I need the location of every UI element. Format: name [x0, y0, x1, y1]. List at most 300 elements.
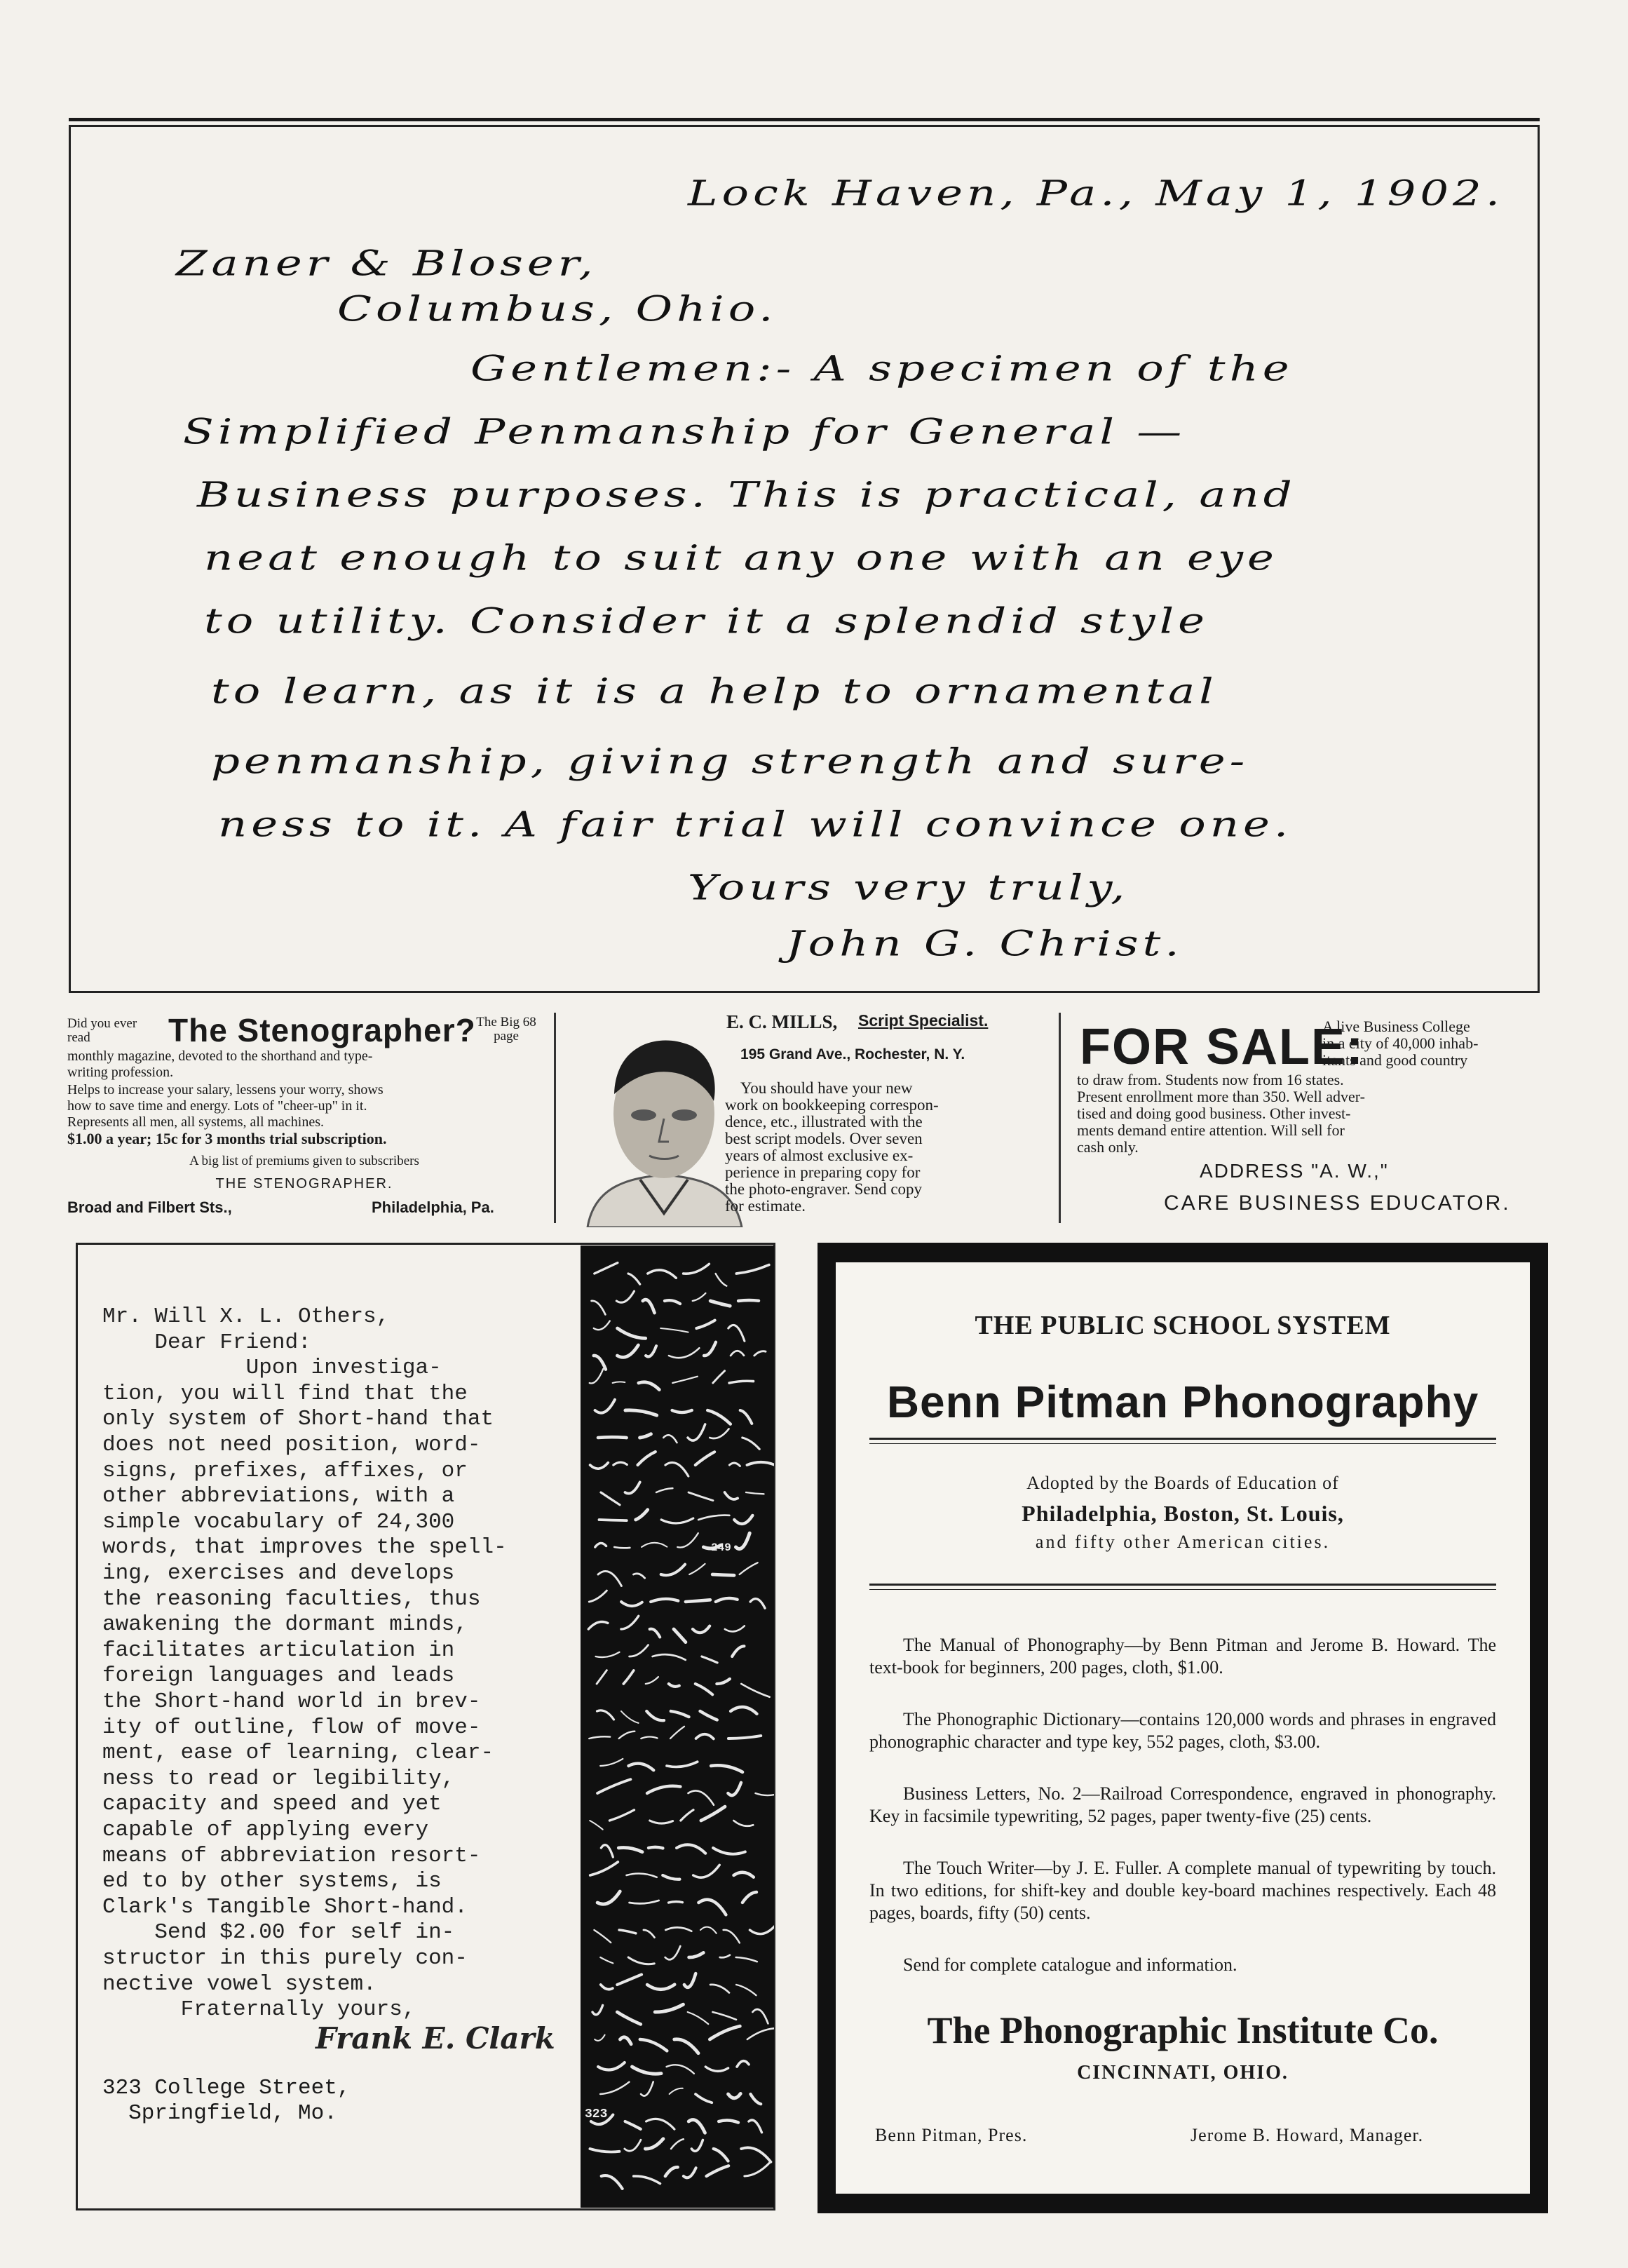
shorthand-stroke [674, 2039, 698, 2053]
clark-letter-line: Upon investiga- [102, 1356, 442, 1381]
clark-letter-line: ness to read or legibility, [102, 1766, 455, 1791]
shorthand-stroke [628, 1274, 640, 1284]
shorthand-stroke [704, 1342, 716, 1356]
shorthand-stroke [674, 1629, 686, 1642]
shorthand-stroke [629, 1764, 654, 1771]
shorthand-stroke [621, 1711, 639, 1723]
letter-address-city: Columbus, Ohio. [337, 289, 778, 330]
shorthand-stroke [669, 1348, 700, 1358]
clark-letter-line: Fraternally yours, [102, 1997, 416, 2023]
shorthand-stroke [627, 1873, 657, 1877]
clark-letter-line: capacity and speed and yet [102, 1792, 442, 1817]
letter-addressee: Zaner & Bloser, [176, 243, 597, 284]
for-sale-side-line: in a city of 40,000 inhab- [1322, 1034, 1479, 1052]
shorthand-stroke [728, 1325, 745, 1341]
letter-line: to utility. Consider it a splendid style [204, 601, 1209, 642]
pitman-rule [869, 1589, 1496, 1590]
shorthand-stroke [731, 1707, 757, 1714]
shorthand-stroke [595, 1400, 615, 1413]
clark-letter-line: ed to by other systems, is [102, 1869, 442, 1894]
stenographer-ad [67, 1011, 541, 1222]
shorthand-stroke [725, 1492, 738, 1499]
shorthand-stroke [634, 1574, 645, 1578]
shorthand-stroke [618, 1328, 646, 1338]
shorthand-stroke [693, 1293, 706, 1301]
shorthand-stroke [598, 1437, 627, 1438]
shorthand-stroke [719, 2120, 738, 2122]
shorthand-stroke [691, 2140, 703, 2152]
shorthand-stroke [746, 1492, 764, 1494]
pitman-institute: The Phonographic Institute Co. [927, 2009, 1439, 2051]
for-sale-care: CARE BUSINESS EDUCATOR. [1164, 1192, 1511, 1215]
clark-letter-line: ity of outline, flow of move- [102, 1715, 481, 1740]
shorthand-stroke [600, 1957, 613, 1963]
shorthand-stroke [594, 1356, 606, 1370]
shorthand-stroke [630, 1901, 659, 1903]
shorthand-stroke [643, 1300, 655, 1313]
shorthand-stroke [720, 1955, 730, 1958]
shorthand-stroke [693, 1626, 710, 1633]
shorthand-stroke [596, 1652, 620, 1657]
letter-line: to learn, as it is a help to ornamental [211, 671, 1218, 712]
shorthand-stroke [672, 1410, 692, 1412]
shorthand-stroke [725, 1626, 745, 1631]
shorthand-stroke [665, 1927, 691, 1931]
shorthand-stroke [755, 1793, 774, 1795]
shorthand-stroke [671, 2139, 684, 2149]
pitman-adopted: Adopted by the Boards of Education of [1026, 1473, 1339, 1493]
for-sale-line: ments demand entire attention. Will sell for [1077, 1121, 1345, 1139]
handwritten-letter-box [69, 125, 1540, 993]
clark-letter-line: the reasoning faculties, thus [102, 1586, 481, 1612]
shorthand-stroke [729, 1381, 753, 1383]
shorthand-stroke [595, 2035, 604, 2041]
shorthand-stroke [623, 1670, 634, 1684]
shorthand-stroke [590, 1369, 604, 1383]
shorthand-stroke [647, 1985, 674, 1990]
pitman-business-letters: Business Letters, No. 2—Railroad Correspondence, engraved in phonography. Key in facsimile typewriting, 52 pages, paper twenty-five (25) cents. [869, 1783, 1496, 1826]
shorthand-stroke [696, 2094, 712, 2102]
for-sale-line: tised and doing good business. Other invest- [1077, 1105, 1351, 1122]
shorthand-stroke [646, 1711, 664, 1720]
shorthand-stroke [646, 2119, 674, 2129]
shorthand-sample-strip [581, 1246, 774, 2208]
clark-letter-line: other abbreviations, with a [102, 1484, 455, 1509]
steno-line: Helps to increase your salary, lessens your worry, shows [67, 1082, 384, 1098]
shorthand-stroke [665, 1300, 680, 1304]
shorthand-stroke [716, 1598, 738, 1602]
shorthand-stroke [597, 1670, 606, 1684]
shorthand-stroke [651, 1599, 678, 1602]
shorthand-stroke [713, 1371, 725, 1383]
shorthand-stroke [661, 1565, 685, 1575]
shorthand-stroke [689, 1564, 705, 1574]
shorthand-stroke [710, 1429, 728, 1438]
shorthand-stroke [742, 1892, 757, 1903]
pitman-city: CINCINNATI, OHIO. [1077, 2062, 1289, 2084]
shorthand-stroke [665, 2167, 678, 2176]
shorthand-stroke [597, 1710, 614, 1720]
shorthand-stroke [621, 1616, 639, 1629]
mills-line: years of almost exclusive ex- [725, 1147, 914, 1164]
shorthand-stroke [644, 1930, 655, 1938]
shorthand-stroke [714, 2149, 728, 2161]
shorthand-stroke [696, 1452, 714, 1465]
clark-letter-line: ing, exercises and develops [102, 1561, 455, 1586]
clark-letter-line: nective vowel system. [102, 1971, 377, 1997]
for-sale-line: cash only. [1077, 1138, 1139, 1156]
steno-did-you-read: Did you ever read [67, 1016, 137, 1045]
mills-line: perience in preparing copy for [725, 1163, 921, 1181]
mills-line: dence, etc., illustrated with the [725, 1113, 923, 1130]
steno-line: monthly magazine, devoted to the shorthand and type- [67, 1048, 373, 1064]
clark-letter-line: words, that improves the spell- [102, 1535, 507, 1560]
shorthand-stroke [737, 2061, 749, 2067]
shorthand-stroke [602, 2175, 623, 2189]
shorthand-stroke [660, 1328, 688, 1332]
shorthand-stroke [634, 2176, 660, 2184]
letter-line: neat enough to suit any one with an eye [204, 538, 1278, 579]
shorthand-stroke [667, 2065, 694, 2073]
shorthand-stroke [663, 1435, 677, 1443]
shorthand-stroke [677, 1844, 705, 1853]
shorthand-stroke [696, 1684, 712, 1694]
clark-letter-line: foreign languages and leads [102, 1663, 455, 1689]
shorthand-stroke [717, 1679, 730, 1684]
shorthand-stroke [663, 1875, 679, 1879]
letter-dateline: Lock Haven, Pa., May 1, 1902. [688, 173, 1505, 214]
shorthand-stroke [688, 1424, 705, 1440]
shorthand-stroke [590, 1463, 609, 1469]
shorthand-stroke [686, 1600, 710, 1602]
clark-letter-line: only system of Short-hand that [102, 1407, 494, 1432]
shorthand-stroke [592, 2005, 603, 2014]
mills-line: the photo-engraver. Send copy [725, 1180, 923, 1198]
clark-address-street: 323 College Street, [102, 2076, 351, 2100]
steno-price: $1.00 a year; 15c for 3 months trial subscription. [67, 1130, 387, 1147]
shorthand-stroke [618, 1848, 642, 1852]
pitman-cities: Philadelphia, Boston, St. Louis, [1022, 1501, 1344, 1526]
clark-letter-line: capable of applying every [102, 1818, 429, 1842]
steno-city: Philadelphia, Pa. [372, 1199, 494, 1216]
for-sale-side-line: A live Business College [1322, 1018, 1470, 1035]
pitman-others: and fifty other American cities. [1035, 1532, 1331, 1552]
pitman-kicker: THE PUBLIC SCHOOL SYSTEM [975, 1311, 1391, 1340]
shorthand-stroke [710, 1301, 730, 1306]
shorthand-stroke [595, 1263, 618, 1274]
shorthand-stroke [707, 2166, 729, 2176]
shorthand-stroke [600, 1759, 623, 1766]
letter-line: ness to it. A fair trial will convince one. [218, 804, 1293, 845]
shorthand-stroke [625, 2140, 641, 2151]
shorthand-stroke [749, 2120, 762, 2133]
shorthand-stroke [700, 1711, 717, 1720]
shorthand-stroke [733, 1821, 753, 1826]
letter-closing: Yours very truly, [688, 868, 1130, 908]
shorthand-stroke [597, 1779, 630, 1793]
shorthand-stroke [646, 1346, 656, 1356]
shorthand-stroke [728, 1736, 761, 1739]
shorthand-stroke [736, 1957, 757, 1962]
shorthand-stroke [672, 1377, 698, 1383]
shorthand-stroke [630, 1645, 649, 1656]
for-sale-side-line: itants and good country [1322, 1051, 1468, 1069]
shorthand-stroke [734, 1516, 752, 1524]
shorthand-stroke [592, 1301, 606, 1315]
clark-letter-line: tion, you will find that the [102, 1381, 468, 1406]
shorthand-stroke [713, 1848, 745, 1854]
shorthand-stroke [688, 2012, 709, 2024]
shorthand-stroke [650, 1821, 673, 1823]
letter-line: Simplified Penmanship for General — [183, 412, 1186, 452]
mills-line: best script models. Over seven [725, 1130, 923, 1147]
clark-letter-line: facilitates articulation in [102, 1638, 455, 1663]
shorthand-stroke [613, 1382, 625, 1383]
shorthand-stroke [590, 1862, 618, 1875]
shorthand-stroke [669, 1902, 683, 1903]
shorthand-stroke [590, 1821, 603, 1830]
steno-title: The Stenographer? [168, 1012, 476, 1048]
shorthand-stroke [750, 1599, 765, 1608]
mills-line: work on bookkeeping correspon- [725, 1096, 939, 1114]
shorthand-stroke [649, 1847, 663, 1849]
clark-letter-line: Clark's Tangible Short-hand. [102, 1894, 468, 1919]
steno-publisher: THE STENOGRAPHER. [215, 1176, 393, 1192]
shorthand-stroke [751, 2094, 761, 2104]
shorthand-stroke [702, 1656, 717, 1663]
for-sale-line: Present enrollment more than 350. Well adver- [1077, 1088, 1365, 1105]
shorthand-stroke [745, 2162, 771, 2176]
shorthand-stroke [619, 1732, 635, 1739]
shorthand-stroke [710, 1985, 729, 1993]
shorthand-stroke [589, 1736, 610, 1739]
shorthand-stroke [601, 1845, 613, 1857]
shorthand-stroke [736, 1533, 750, 1548]
pitman-manager: Jerome B. Howard, Manager. [1191, 2125, 1424, 2145]
steno-premiums: A big list of premiums given to subscribers [189, 1154, 419, 1168]
pitman-ad [836, 1262, 1530, 2194]
shorthand-stroke [688, 1790, 714, 1804]
shorthand-stroke [752, 2009, 768, 2023]
shorthand-stroke [736, 1265, 769, 1274]
clark-letter-line: awakening the dormant minds, [102, 1612, 468, 1638]
steno-line: Represents all men, all systems, all machines. [67, 1114, 325, 1130]
shorthand-stroke [712, 1574, 734, 1575]
shorthand-stroke [661, 1518, 693, 1523]
shorthand-stroke [712, 2012, 736, 2020]
mills-name: E. C. MILLS, [726, 1011, 838, 1032]
clark-letter-line: structor in this purely con- [102, 1946, 468, 1971]
letter-line: penmanship, giving strength and sure- [211, 741, 1249, 782]
shorthand-stroke [646, 1677, 658, 1684]
pitman-rule [869, 1438, 1496, 1440]
shorthand-stroke [747, 1462, 775, 1465]
mills-specialty: Script Specialist. [858, 1011, 989, 1030]
shorthand-stroke [705, 2067, 728, 2071]
shorthand-stroke [621, 1602, 642, 1606]
shorthand-stroke [642, 1543, 667, 1547]
shorthand-stroke [655, 2004, 683, 2012]
shorthand-stroke [740, 1562, 758, 1574]
clark-letter-line: does not need position, word- [102, 1433, 481, 1457]
shorthand-stroke [698, 1516, 729, 1520]
shorthand-stroke [600, 2082, 629, 2094]
letter-line: Gentlemen:- A specimen of the [470, 349, 1294, 389]
for-sale-ad [1077, 1011, 1551, 1229]
pitman-touch-writer: The Touch Writer—by J. E. Fuller. A complete manual of typewriting by touch. In two editions, for shift-key and double key-board machines respectively. Each 48 pages, boards, fifty (50) cents. [869, 1858, 1496, 1923]
clark-address-city: Springfield, Mo. [102, 2101, 337, 2126]
clark-letter-line: the Short-hand world in brev- [102, 1689, 481, 1714]
mills-address: 195 Grand Ave., Rochester, N. Y. [740, 1046, 965, 1062]
clark-signature: Frank E. Clark [316, 2021, 555, 2056]
shorthand-stroke [594, 1930, 611, 1943]
shorthand-stroke [601, 1492, 620, 1505]
shorthand-stroke [636, 1510, 648, 1520]
clark-letter-line: ment, ease of learning, clear- [102, 1741, 494, 1766]
shorthand-stroke [625, 1482, 640, 1493]
pitman-title: Benn Pitman Phonography [886, 1377, 1479, 1427]
shorthand-stroke [710, 2026, 740, 2039]
shorthand-stroke [749, 1924, 774, 1934]
shorthand-stroke [754, 1351, 766, 1356]
steno-street: Broad and Filbert Sts., [67, 1199, 232, 1216]
shorthand-stroke [670, 2088, 683, 2094]
clark-letter-line: Dear Friend: [102, 1330, 311, 1355]
shorthand-stroke [742, 1438, 759, 1449]
shorthand-stroke [590, 2149, 619, 2152]
top-rule [69, 118, 1540, 121]
shorthand-stroke [698, 1900, 726, 1915]
shorthand-stroke [640, 1434, 651, 1438]
shorthand-stroke [670, 1727, 684, 1739]
shorthand-stroke [616, 1291, 634, 1302]
for-sale-line: to draw from. Students now from 16 states. [1077, 1071, 1344, 1088]
shorthand-stroke [701, 1807, 725, 1821]
pitman-rule [869, 1584, 1496, 1586]
mills-ad [725, 1011, 1045, 1229]
shorthand-stroke [620, 2037, 632, 2044]
shorthand-stroke [617, 1975, 642, 1985]
shorthand-stroke [681, 1810, 693, 1821]
shorthand-stroke [598, 1571, 621, 1586]
shorthand-stroke [653, 1654, 686, 1660]
pitman-manual: The Manual of Phonography—by Benn Pitman and Jerome B. Howard. The text-book for beginners, 200 pages, cloth, $1.00. [869, 1635, 1496, 1678]
shorthand-stroke [740, 1410, 752, 1424]
shorthand-stroke [669, 1684, 679, 1687]
strip-number: 323 [585, 2107, 608, 2121]
shorthand-stroke [747, 2028, 774, 2039]
shorthand-stroke [647, 1786, 680, 1793]
shorthand-stroke [741, 2147, 771, 2161]
clark-letter-line: Send $2.00 for self in- [102, 1920, 455, 1945]
clark-letter-line: means of abbreviation resort- [102, 1843, 481, 1868]
shorthand-stroke [738, 1300, 759, 1301]
shorthand-stroke [632, 2067, 662, 2074]
pitman-catalogue: Send for complete catalogue and information. [903, 1955, 1237, 1975]
shorthand-stroke [731, 1351, 744, 1356]
mills-line: for estimate. [725, 1197, 806, 1215]
pitman-rule [869, 1443, 1496, 1444]
shorthand-stroke [729, 1463, 740, 1466]
shorthand-stroke [711, 1765, 742, 1771]
shorthand-stroke [597, 1891, 620, 1904]
shorthand-stroke [741, 1684, 769, 1697]
shorthand-stroke [684, 1973, 696, 1987]
shorthand-stroke [609, 1810, 634, 1821]
clark-letter-line: Mr. Will X. L. Others, [102, 1304, 390, 1329]
letter-line: Business purposes. This is practical, and [197, 475, 1296, 515]
shorthand-stroke [641, 1736, 657, 1739]
clark-letter-line: signs, prefixes, affixes, or [102, 1458, 468, 1483]
shorthand-stroke [724, 1930, 740, 1943]
shorthand-stroke [601, 1985, 613, 1990]
shorthand-stroke [696, 1321, 714, 1328]
pitman-dictionary: The Phonographic Dictionary—contains 120,000 words and phrases in engraved phonographic character and type key, 552 pages, cloth, $3.00. [869, 1709, 1496, 1752]
shorthand-stroke [645, 2139, 663, 2149]
shorthand-stroke [732, 1646, 744, 1656]
shorthand-stroke [665, 1946, 681, 1959]
shorthand-stroke [688, 2120, 705, 2133]
shorthand-stroke [614, 1547, 630, 1548]
for-sale-address: ADDRESS "A. W.," [1200, 1160, 1389, 1182]
steno-big-page: The Big 68 page [476, 1015, 536, 1044]
shorthand-stroke [693, 1865, 719, 1877]
shorthand-stroke [707, 1410, 731, 1424]
shorthand-stroke [696, 1734, 714, 1739]
shorthand-stroke [625, 2121, 641, 2129]
shorthand-stroke [728, 2093, 741, 2098]
shorthand-stroke [684, 1264, 710, 1274]
ad-divider [1059, 1013, 1061, 1223]
shorthand-stroke [650, 1629, 660, 1638]
shorthand-stroke [589, 1591, 606, 1602]
mills-line: You should have your new [740, 1079, 913, 1097]
shorthand-stroke [656, 1488, 672, 1492]
shorthand-stroke [639, 1382, 659, 1390]
shorthand-stroke [641, 2082, 653, 2096]
shorthand-stroke [638, 1452, 656, 1465]
shorthand-stroke [736, 1985, 756, 1995]
steno-line: writing profession. [67, 1065, 174, 1080]
shorthand-stroke [598, 2063, 625, 2070]
shorthand-stroke [728, 1783, 741, 1795]
shorthand-stroke [617, 2012, 641, 2024]
shorthand-stroke [594, 1321, 610, 1330]
letter-signature: John G. Christ. [786, 924, 1183, 964]
shorthand-stroke [595, 1543, 606, 1547]
shorthand-stroke [667, 1762, 698, 1767]
shorthand-stroke [648, 1270, 677, 1278]
ad-divider [554, 1013, 556, 1223]
shorthand-stroke [716, 1274, 727, 1286]
for-sale-headline: FOR SALE: [1080, 1019, 1364, 1075]
shorthand-stroke [671, 1711, 689, 1717]
shorthand-stroke [688, 1492, 713, 1501]
strip-number: 249 [711, 1541, 731, 1554]
shorthand-stroke [617, 1345, 638, 1357]
shorthand-stroke [613, 1462, 628, 1465]
shorthand-stroke [625, 1410, 657, 1415]
shorthand-stroke [689, 1952, 704, 1957]
shorthand-stroke [677, 1533, 698, 1547]
shorthand-stroke [665, 1462, 688, 1476]
shorthand-stroke [619, 1930, 636, 1933]
steno-line: how to save time and energy. Lots of "cheer-up" in it. [67, 1098, 367, 1114]
shorthand-stroke [700, 1927, 717, 1933]
clark-letter-line: simple vocabulary of 24,300 [102, 1509, 455, 1534]
shorthand-stroke [734, 1872, 754, 1877]
shorthand-stroke [640, 2039, 667, 2051]
